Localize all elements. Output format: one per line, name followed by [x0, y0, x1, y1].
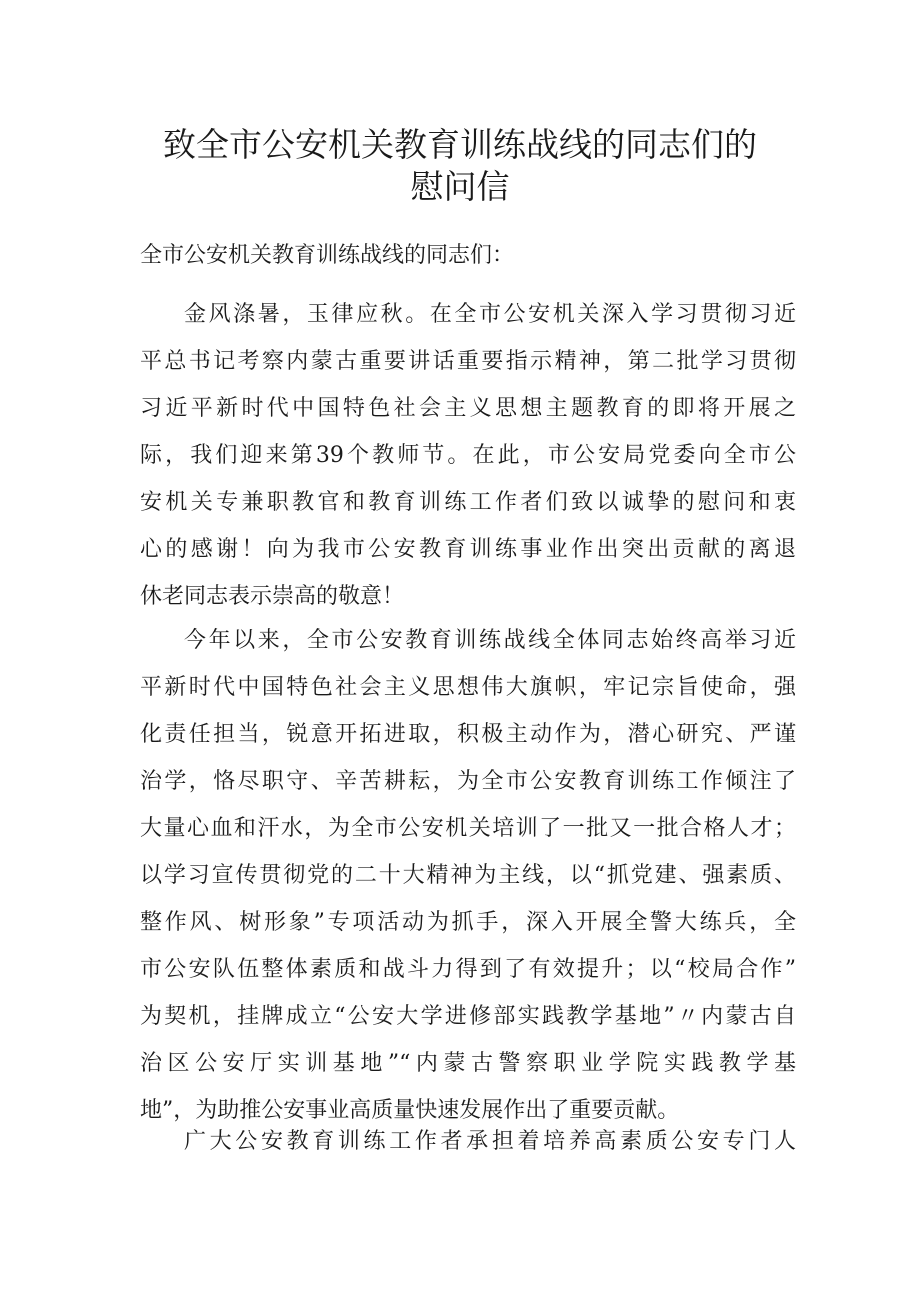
paragraph-line: 治学，恪尽职守、辛苦耕耘，为全市公安教育训练工作倾注了 — [140, 769, 796, 794]
paragraph-line: 平总书记考察内蒙古重要讲话重要指示精神，第二批学习贯彻 — [140, 349, 796, 374]
paragraph-line: 市公安队伍整体素质和战斗力得到了有效提升；以“校局合作” — [140, 957, 796, 982]
paragraph-line: 金风涤暑，玉律应秋。在全市公安机关深入学习贯彻习近 — [184, 302, 796, 327]
paragraph-line: 习近平新时代中国特色社会主义思想主题教育的即将开展之 — [140, 396, 796, 421]
greeting-salutation: 全市公安机关教育训练战线的同志们： — [140, 243, 515, 268]
paragraph-2 — [140, 617, 796, 1134]
paragraph-line: 大量心血和汗水，为全市公安机关培训了一批又一批合格人才； — [140, 816, 796, 841]
paragraph-3 — [140, 1118, 796, 1165]
paragraph-line: 心的感谢！向为我市公安教育训练事业作出突出贡献的离退 — [140, 537, 796, 562]
paragraph-line: 广大公安教育训练工作者承担着培养高素质公安专门人 — [184, 1129, 796, 1154]
paragraph-line: 地”，为助推公安事业高质量快速发展作出了重要贡献。 — [140, 1098, 680, 1123]
document-title-line-1: 致全市公安机关教育训练战线的同志们的 — [163, 125, 757, 164]
document-title-line-2: 慰问信 — [410, 167, 510, 206]
paragraph-line: 整作风、树形象”专项活动为抓手，深入开展全警大练兵，全 — [140, 910, 796, 935]
paragraph-line: 平新时代中国特色社会主义思想伟大旗帜，牢记宗旨使命，强 — [140, 675, 796, 700]
paragraph-line: 治区公安厅实训基地”“内蒙古警察职业学院实践教学基 — [140, 1051, 796, 1076]
paragraph-1 — [140, 291, 796, 620]
paragraph-line: 以学习宣传贯彻党的二十大精神为主线，以“抓党建、强素质、 — [140, 863, 796, 888]
paragraph-line: 安机关专兼职教官和教育训练工作者们致以诚挚的慰问和衷 — [140, 490, 796, 515]
paragraph-line: 为契机，挂牌成立“公安大学进修部实践教学基地”〃内蒙古自 — [140, 1004, 796, 1029]
paragraph-line: 际，我们迎来第39个教师节。在此，市公安局党委向全市公 — [140, 443, 796, 468]
paragraph-line: 今年以来，全市公安教育训练战线全体同志始终高举习近 — [184, 628, 796, 653]
paragraph-line: 休老同志表示崇高的敬意！ — [140, 584, 405, 609]
paragraph-line: 化责任担当，锐意开拓进取，积极主动作为，潜心研究、严谨 — [140, 722, 796, 747]
